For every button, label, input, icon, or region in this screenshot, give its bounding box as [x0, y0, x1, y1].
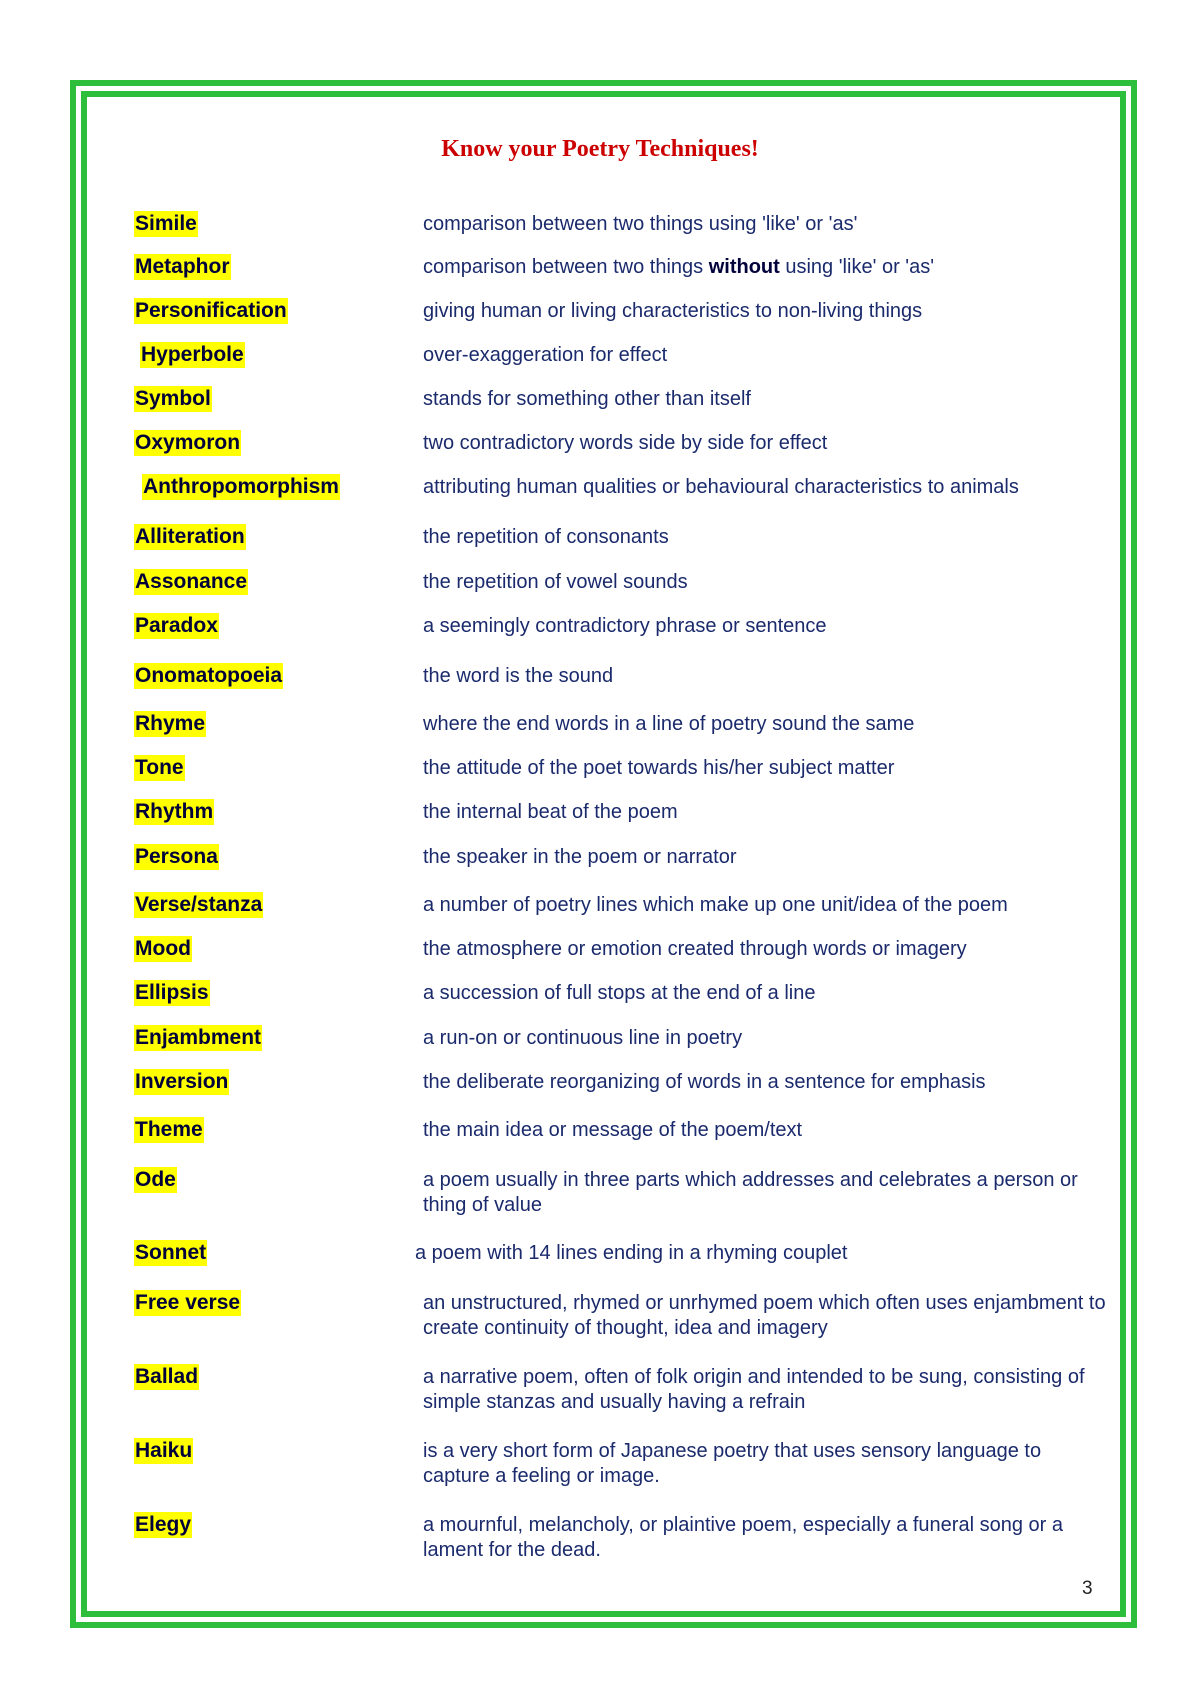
- term-label: Elegy: [135, 1513, 192, 1536]
- term-label: Assonance: [135, 570, 248, 593]
- term-definition: attributing human qualities or behavioural characteristics to animals: [423, 476, 1019, 498]
- term-definition: a number of poetry lines which make up one unit/idea of the poem: [423, 894, 1008, 916]
- term-definition: a poem with 14 lines ending in a rhyming couplet: [415, 1242, 848, 1264]
- term-label: Hyperbole: [141, 343, 244, 366]
- term-label: Tone: [135, 756, 184, 779]
- term-definition: a mournful, melancholy, or plaintive poem, especially a funeral song or a lament for the dead.: [423, 1514, 1063, 1561]
- term-label: Mood: [135, 937, 191, 960]
- term-label: Onomatopoeia: [135, 664, 283, 687]
- term-definition: the repetition of vowel sounds: [423, 571, 688, 593]
- term-definition: comparison between two things without using 'like' or 'as': [423, 256, 935, 278]
- term-definition: the atmosphere or emotion created through words or imagery: [423, 938, 967, 960]
- term-label: Simile: [135, 212, 197, 235]
- term-definition: the attitude of the poet towards his/her subject matter: [423, 757, 895, 779]
- term-definition: the deliberate reorganizing of words in a sentence for emphasis: [423, 1071, 986, 1093]
- term-label: Enjambment: [135, 1026, 262, 1049]
- term-label: Inversion: [135, 1070, 229, 1093]
- term-label: Verse/stanza: [135, 893, 263, 916]
- term-definition: over-exaggeration for effect: [423, 344, 668, 366]
- term-definition: the repetition of consonants: [423, 526, 669, 548]
- term-label: Theme: [135, 1118, 203, 1141]
- term-definition: a run-on or continuous line in poetry: [423, 1027, 743, 1049]
- term-definition: an unstructured, rhymed or unrhymed poem which often uses enjambment to create continuity of thought, idea and imagery: [423, 1292, 1106, 1339]
- term-definition: the internal beat of the poem: [423, 801, 678, 823]
- term-label: Personification: [135, 299, 287, 322]
- emphasis-text: without: [708, 256, 780, 278]
- term-definition: comparison between two things using 'like' or 'as': [423, 213, 858, 235]
- term-label: Haiku: [135, 1439, 193, 1462]
- term-definition: is a very short form of Japanese poetry that uses sensory language to capture a feeling or image.: [423, 1440, 1042, 1487]
- term-label: Anthropomorphism: [143, 475, 339, 498]
- term-label: Oxymoron: [135, 431, 241, 454]
- term-label: Rhythm: [135, 800, 214, 823]
- term-definition: giving human or living characteristics to non-living things: [423, 300, 923, 322]
- term-label: Persona: [135, 845, 218, 868]
- page-title: Know your Poetry Techniques!: [441, 136, 759, 162]
- term-label: Symbol: [135, 387, 211, 410]
- term-label: Metaphor: [135, 255, 230, 278]
- term-label: Alliteration: [135, 525, 245, 548]
- term-definition: a poem usually in three parts which addresses and celebrates a person or thing of value: [423, 1169, 1078, 1216]
- term-label: Free verse: [135, 1291, 241, 1314]
- term-definition: two contradictory words side by side for effect: [423, 432, 828, 454]
- term-definition: where the end words in a line of poetry sound the same: [423, 713, 915, 735]
- term-definition: the word is the sound: [423, 665, 614, 687]
- term-definition: the main idea or message of the poem/text: [423, 1119, 803, 1141]
- term-label: Paradox: [135, 614, 218, 637]
- term-label: Ellipsis: [135, 981, 209, 1004]
- term-definition: the speaker in the poem or narrator: [423, 846, 737, 868]
- term-definition: a succession of full stops at the end of a line: [423, 982, 816, 1004]
- term-label: Ode: [135, 1168, 176, 1191]
- term-definition: a narrative poem, often of folk origin and intended to be sung, consisting of simple stanzas and usually having a refrain: [423, 1366, 1085, 1413]
- term-definition: stands for something other than itself: [423, 388, 751, 410]
- term-definition: a seemingly contradictory phrase or sentence: [423, 615, 827, 637]
- term-label: Ballad: [135, 1365, 199, 1388]
- page-number: 3: [1082, 1578, 1093, 1599]
- term-label: Sonnet: [135, 1241, 207, 1264]
- term-label: Rhyme: [135, 712, 206, 735]
